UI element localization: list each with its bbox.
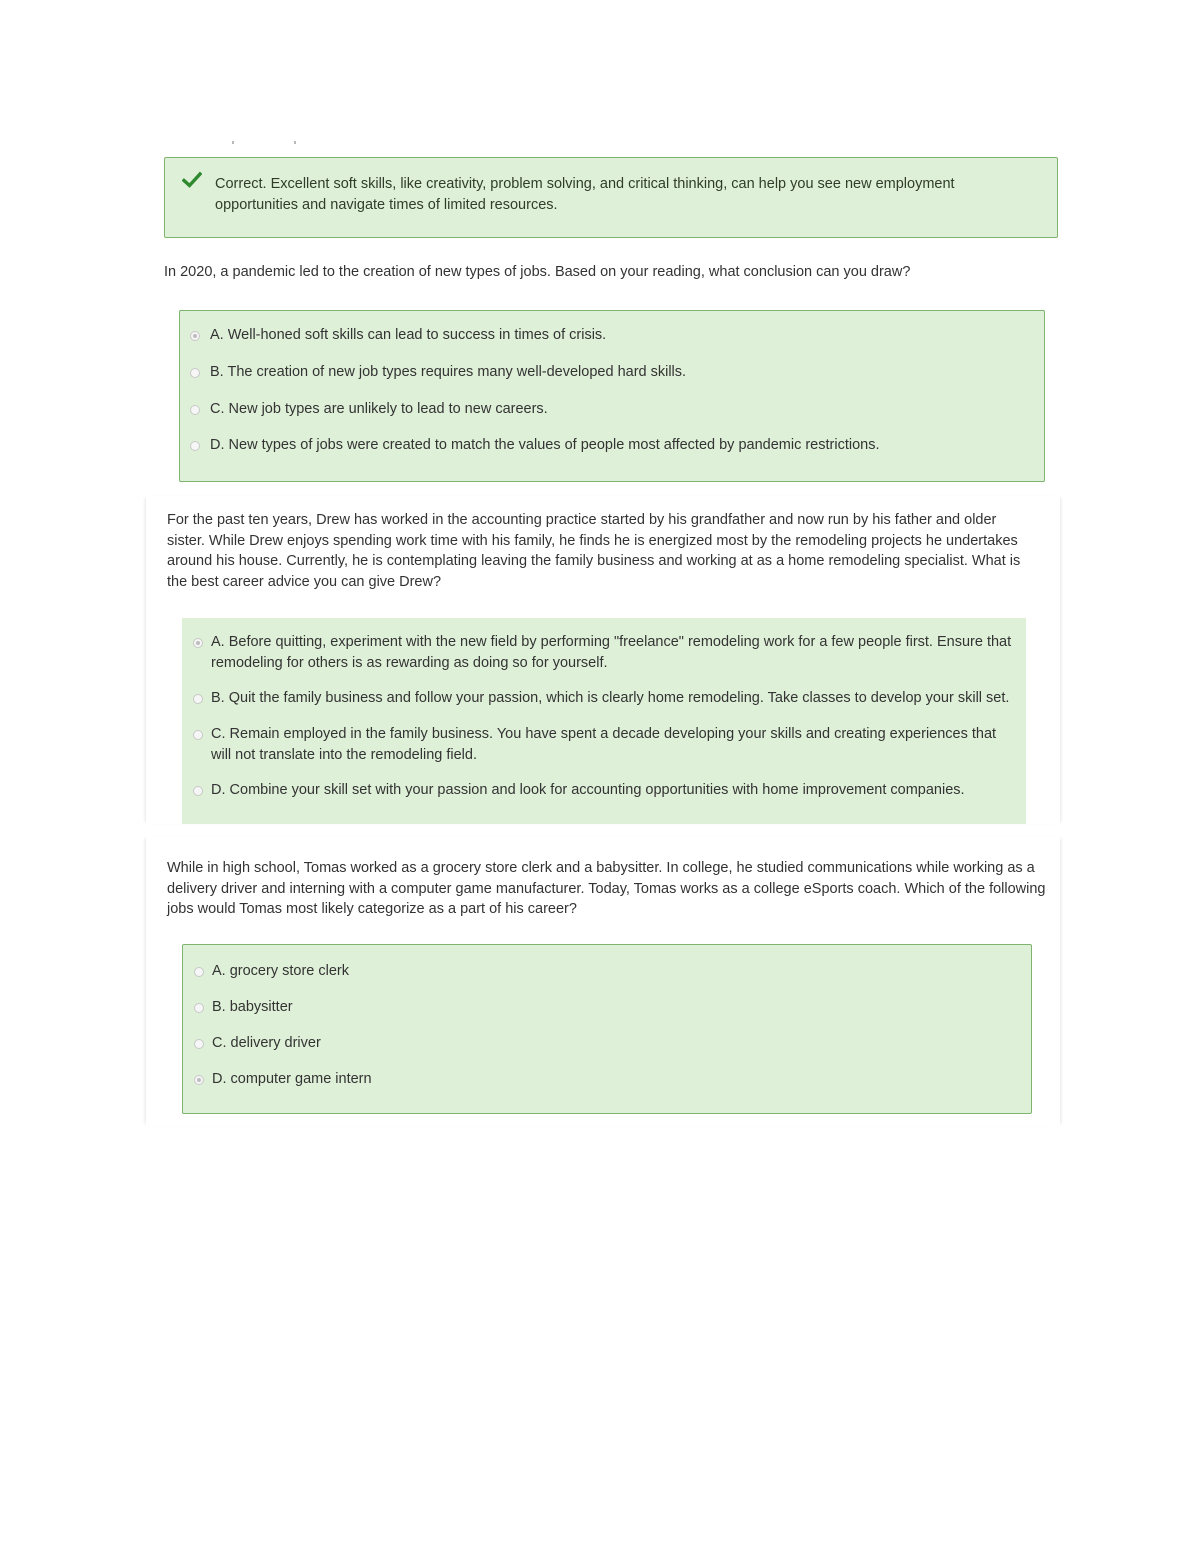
- answer-label: D. New types of jobs were created to match the values of people most affected by pandemic restrictions.: [210, 437, 880, 453]
- answer-option-a[interactable]: [183, 961, 1031, 983]
- answer-label: B. The creation of new job types requires many well-developed hard skills.: [210, 364, 687, 380]
- question-prompt: In 2020, a pandemic led to the creation of new types of jobs. Based on your reading, what conclusion can you draw?: [164, 264, 911, 280]
- answer-option-a[interactable]: [180, 325, 1044, 347]
- answer-option-c[interactable]: [182, 724, 1026, 766]
- answer-label: B. Quit the family business and follow your passion, which is clearly home remodeling. Take classes to develop your skill set.: [211, 690, 1010, 706]
- radio-button[interactable]: [194, 1003, 204, 1013]
- radio-button[interactable]: [193, 694, 203, 704]
- radio-button[interactable]: [194, 1075, 204, 1085]
- answer-option-d[interactable]: [183, 1069, 1031, 1091]
- radio-button[interactable]: [193, 730, 203, 740]
- radio-button[interactable]: [193, 786, 203, 796]
- question-prompt: While in high school, Tomas worked as a grocery store clerk and a babysitter. In college, he studied communications while working as a delivery driver and interning with a computer game manufacturer. Today, Tomas works as a college eSports coach. Which of the following jobs would Tomas most likely categorize as a part of his career?: [167, 860, 1046, 917]
- answer-label: A. Before quitting, experiment with the new field by performing "freelance" remodeling work for a few people first. Ensure that remodeling for others is as rewarding as doing so for yourself.: [211, 634, 1012, 671]
- radio-button[interactable]: [190, 405, 200, 415]
- answer-label: B. babysitter: [212, 999, 293, 1015]
- check-icon: [182, 171, 202, 189]
- cropped-text-remnant: [230, 138, 300, 146]
- answer-option-b[interactable]: [183, 997, 1031, 1019]
- answer-option-b[interactable]: [180, 362, 1044, 384]
- answer-label: A. Well-honed soft skills can lead to success in times of crisis.: [210, 327, 607, 343]
- answer-option-d[interactable]: [180, 435, 1044, 457]
- answer-option-d[interactable]: [182, 780, 1026, 802]
- answer-label: C. New job types are unlikely to lead to new careers.: [210, 401, 548, 417]
- answer-option-a[interactable]: [182, 632, 1026, 674]
- question-3: [146, 836, 1060, 1126]
- answer-options: [182, 618, 1026, 824]
- radio-button[interactable]: [190, 368, 200, 378]
- correct-feedback-box: [164, 157, 1058, 238]
- answer-label: D. computer game intern: [212, 1071, 372, 1087]
- radio-button[interactable]: [194, 1039, 204, 1049]
- answer-label: D. Combine your skill set with your passion and look for accounting opportunities with home improvement companies.: [211, 782, 965, 798]
- question-prompt: For the past ten years, Drew has worked in the accounting practice started by his grandfather and now run by his father and older sister. While Drew enjoys spending work time with his family, he finds he is energized most by the remodeling projects he undertakes around his house. Currently, he is contemplating leaving the family business and working at as a home remodeling specialist. What is the best career advice you can give Drew?: [167, 512, 1021, 590]
- radio-button[interactable]: [190, 441, 200, 451]
- radio-button[interactable]: [190, 331, 200, 341]
- answer-options: [179, 310, 1045, 482]
- radio-button[interactable]: [193, 638, 203, 648]
- answer-option-b[interactable]: [182, 688, 1026, 710]
- question-1: [146, 248, 1060, 484]
- feedback-text: Correct. Excellent soft skills, like creativity, problem solving, and critical thinking, can help you see new employment opportunities and navigate times of limited resources.: [215, 176, 955, 213]
- answer-option-c[interactable]: [183, 1033, 1031, 1055]
- answer-label: C. Remain employed in the family business. You have spent a decade developing your skills and creating experiences that will not translate into the remodeling field.: [211, 726, 997, 763]
- question-2: [146, 496, 1060, 824]
- answer-options: [182, 944, 1032, 1114]
- answer-label: A. grocery store clerk: [212, 963, 349, 979]
- radio-button[interactable]: [194, 967, 204, 977]
- answer-label: C. delivery driver: [212, 1035, 321, 1051]
- answer-option-c[interactable]: [180, 399, 1044, 421]
